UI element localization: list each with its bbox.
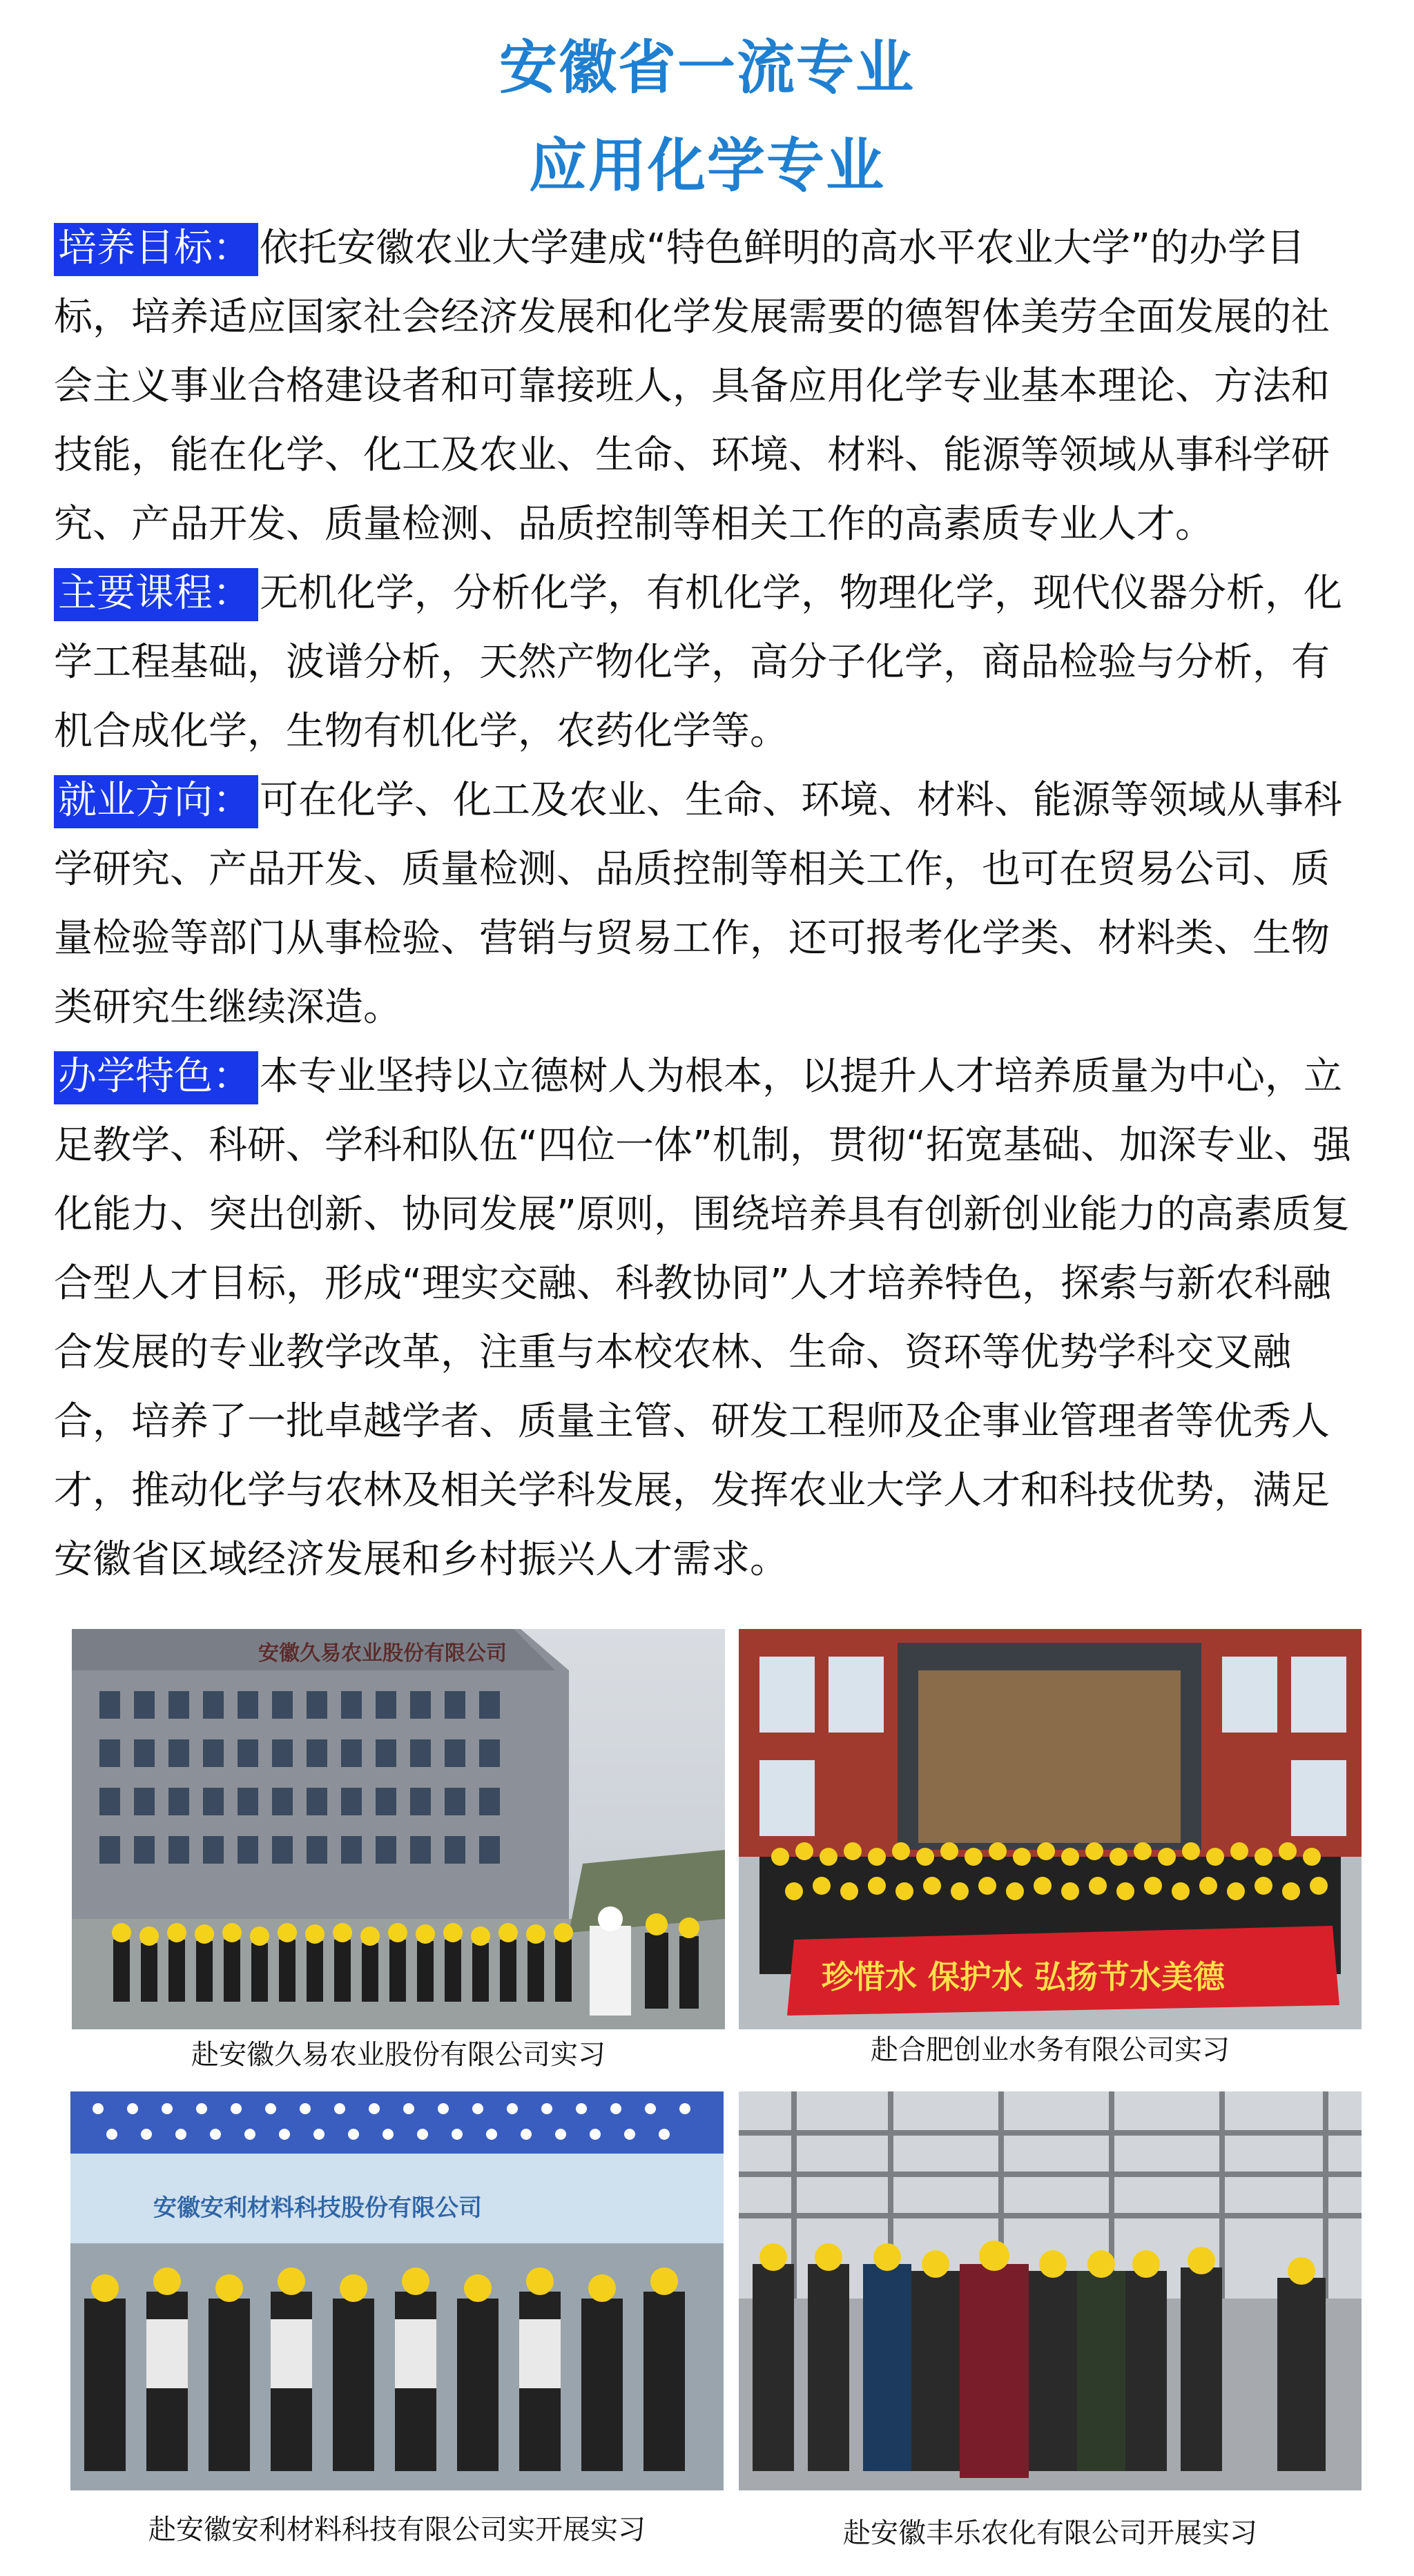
page-title-line-1: 安徽省一流专业 [498,34,915,101]
photo-1-building-sign: 安徽久易农业股份有限公司 [258,1641,507,1666]
photo-1-caption: 赴安徽久易农业股份有限公司实习 [191,2039,606,2071]
photo-2-caption: 赴合肥创业水务有限公司实习 [871,2034,1230,2066]
section-career [54,766,1366,1042]
photo-4-caption: 赴安徽丰乐农化有限公司开展实习 [843,2517,1257,2549]
photo-fengle-plant [739,2091,1362,2490]
photo-3-wall-sign: 安徽安利材料科技股份有限公司 [153,2194,482,2222]
features-text: 本专业坚持以立德树人为根本，以提升人才培养质量为中心，立足教学、科研、学科和队伍“四位一体”机制，贯彻“拓宽基础、加深专业、强化能力、突出创新、协同发展”原则，围绕培养具有创新创业能力的高素质复合型人才目标，形成“理实交融、科教协同”人才培养特色，探索与新农科融合发展的专业教学改革，注重与本校农林、生命、资环等优势学科交叉融合，培养了一批卓越学者、质量主管、研发工程师及企事业管理者等优秀人才，推动化学与农林及相关学科发展，发挥农业大学人才和科技优势，满足安徽省区域经济发展和乡村振兴人才需求。 [54,1054,1352,1582]
career-text: 可在化学、化工及农业、生命、环境、材料、能源等领域从事科学研究、产品开发、质量检测、品质控制等相关工作，也可在贸易公司、质量检验等部门从事检验、营销与贸易工作，还可报考化学类、材料类、生物类研究生继续深造。 [54,778,1342,1030]
section-features [54,1042,1366,1594]
photo-2-banner-text: 珍惜水 保护水 弘扬节水美德 [822,1958,1226,1996]
objective-label: 培养目标： [54,223,258,276]
career-label: 就业方向： [54,775,258,828]
page-title-line-2: 应用化学专业 [528,132,885,199]
photo-anli-exhibit-hall [70,2091,724,2490]
objective-text: 依托安徽农业大学建成“特色鲜明的高水平农业大学”的办学目标，培养适应国家社会经济发展和化学发展需要的德智体美劳全面发展的社会主义事业合格建设者和可靠接班人，具备应用化学专业基本理论、方法和技能，能在化学、化工及农业、生命、环境、材料、能源等领域从事科学研究、产品开发、质量检测、品质控制等相关工作的高素质专业人才。 [54,226,1330,547]
courses-label: 主要课程： [54,568,258,621]
photo-3-caption: 赴安徽安利材料科技有限公司实开展实习 [148,2514,646,2546]
section-courses [54,559,1366,766]
courses-text: 无机化学，分析化学，有机化学，物理化学，现代仪器分析，化学工程基础，波谱分析，天然产物化学，高分子化学，商品检验与分析，有机合成化学，生物有机化学，农药化学等。 [54,571,1342,754]
photo-water-company-group [739,1629,1362,2029]
section-objective [54,214,1366,559]
features-label: 办学特色： [54,1051,258,1104]
photo-jiuyi-factory [72,1629,725,2029]
